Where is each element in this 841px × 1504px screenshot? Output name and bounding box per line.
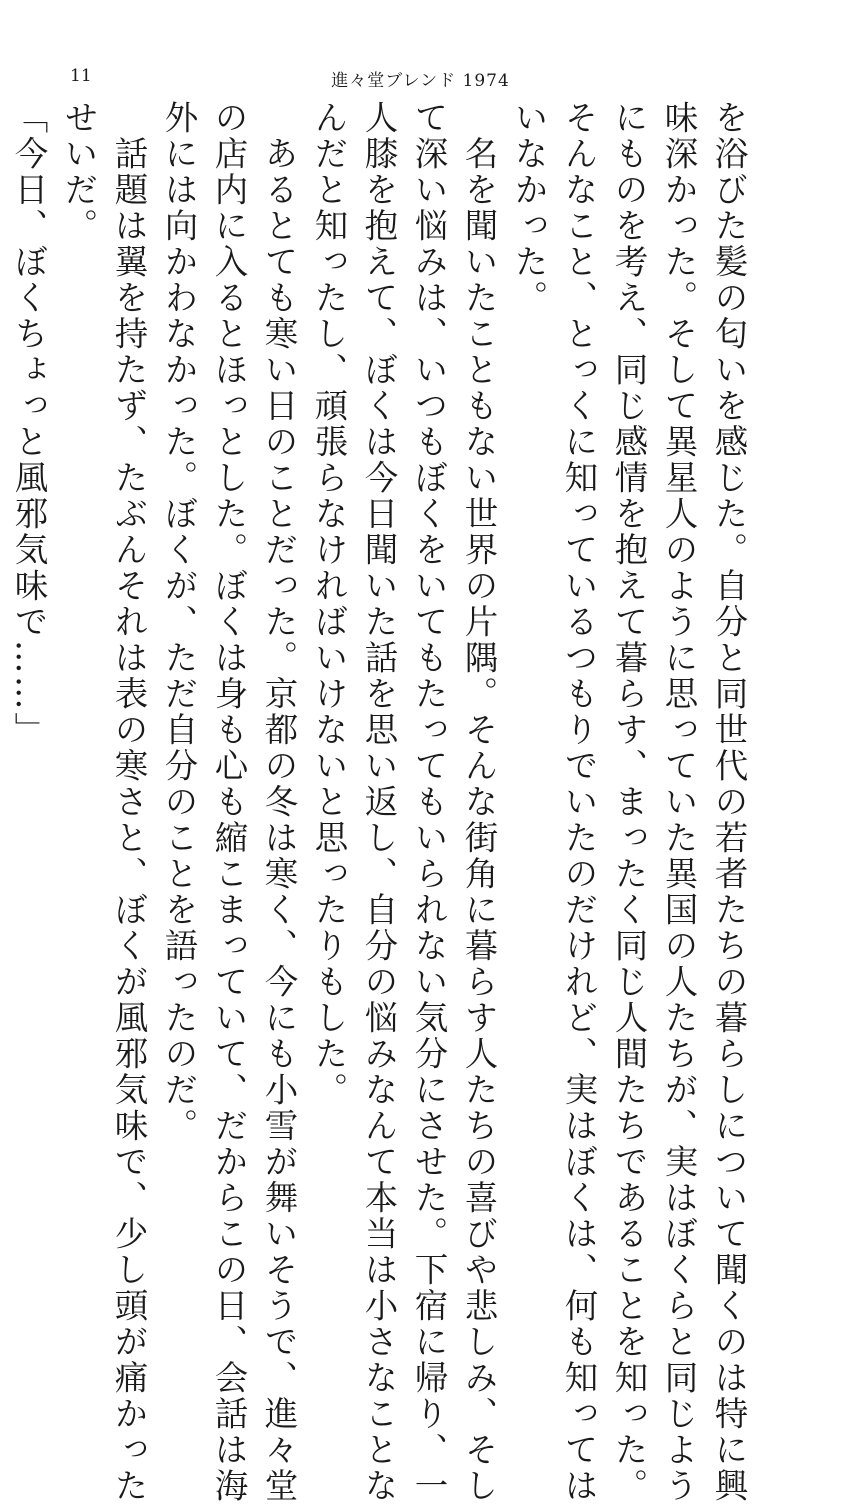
text-line: 味深かった。そして異星人のように思っていた異国の人たちが、実はぼくらと同じよう xyxy=(659,100,698,1504)
text-line: の店内に入るとほっとした。ぼくは身も心も縮こまっていて、だからこの日、会話は海 xyxy=(209,100,248,1504)
text-line: んだと知ったし、頑張らなければいけないと思ったりもした。 xyxy=(309,100,348,1108)
running-title: 進々堂ブレンド 1974 xyxy=(331,71,510,91)
body-text xyxy=(9,100,753,1504)
text-line: 名を聞いたこともない世界の片隅。そんな街角に暮らす人たちの喜びや悲しみ、そし xyxy=(459,100,498,1504)
text-line: 人膝を抱えて、ぼくは今日聞いた話を思い返し、自分の悩みなんて本当は小さなことな xyxy=(359,100,398,1504)
text-line xyxy=(0,100,3,1110)
text-line: せいだ。 xyxy=(59,100,98,244)
text-line: 話題は翼を持たず、たぶんそれは表の寒さと、ぼくが風邪気味で、少し頭が痛かった xyxy=(109,100,148,1504)
text-line: 「今日、ぼくちょっと風邪気味で……」 xyxy=(9,100,48,748)
text-line: そんなこと、とっくに知っているつもりでいたのだけれど、実はぼくは、何も知っては xyxy=(559,100,598,1504)
text-line: にものを考え、同じ感情を抱えて暮らす、まったく同じ人間たちであることを知った。 xyxy=(609,100,648,1504)
text-line: あるとても寒い日のことだった。京都の冬は寒く、今にも小雪が舞いそうで、進々堂 xyxy=(259,100,298,1504)
page-header xyxy=(0,66,841,90)
text-line: を浴びた髪の匂いを感じた。自分と同世代の若者たちの暮らしについて聞くのは特に興 xyxy=(709,100,748,1504)
text-line: 外には向かわなかった。ぼくが、ただ自分のことを語ったのだ。 xyxy=(159,100,198,1144)
page-number: 11 xyxy=(70,66,92,86)
text-line: て深い悩みは、いつもぼくをいてもたってもいられない気分にさせた。下宿に帰り、一 xyxy=(409,100,448,1504)
text-line: いなかった。 xyxy=(509,100,548,316)
